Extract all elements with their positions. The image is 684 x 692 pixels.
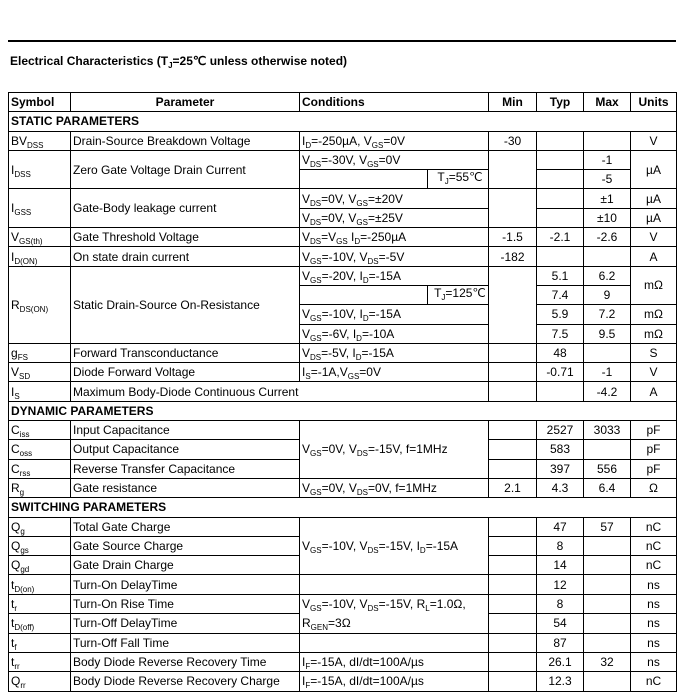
min-cell: -30 xyxy=(489,131,537,150)
symbol-cell: $t_r$ xyxy=(9,594,71,614)
electrical-characteristics-table xyxy=(8,92,677,692)
symbol-cell: $Q_{rr}$ xyxy=(9,672,71,691)
min-cell xyxy=(489,440,537,459)
parameter-cell: Gate-Body leakage current xyxy=(71,189,300,228)
min-cell: 2.1 xyxy=(489,478,537,497)
min-cell xyxy=(489,594,537,614)
col-min: Min xyxy=(489,93,537,112)
max-cell: 9 xyxy=(584,285,631,304)
condition-cell: $V_{GS}=0V$, $V_{DS}=0V$, f=1MHz xyxy=(300,478,489,497)
max-cell: -2.6 xyxy=(584,228,631,247)
unit-cell: nC xyxy=(631,556,677,575)
condition-cell xyxy=(300,285,489,304)
max-cell: 6.4 xyxy=(584,478,631,497)
symbol-cell: $t_f$ xyxy=(9,633,71,652)
typ-cell: 7.4 xyxy=(537,285,584,304)
max-cell: 6.2 xyxy=(584,266,631,285)
col-units: Units xyxy=(631,93,677,112)
typ-cell: 7.5 xyxy=(537,324,584,343)
col-parameter: Parameter xyxy=(71,93,300,112)
symbol-cell: $V_{SD}$ xyxy=(9,363,71,382)
typ-cell: 47 xyxy=(537,517,584,536)
max-cell: 7.2 xyxy=(584,305,631,324)
parameter-cell: Total Gate Charge xyxy=(71,517,300,536)
typ-cell xyxy=(537,131,584,150)
parameter-cell: Input Capacitance xyxy=(71,421,300,440)
max-cell xyxy=(584,247,631,266)
max-cell xyxy=(584,594,631,614)
max-cell: 57 xyxy=(584,517,631,536)
unit-cell: ns xyxy=(631,633,677,652)
condition-cell: $V_{GS}=-10V$, $I_D=-15A$ xyxy=(300,305,489,324)
table-row xyxy=(9,266,677,285)
section-static: STATIC PARAMETERS xyxy=(9,112,677,131)
symbol-cell: $I_{D(ON)}$ xyxy=(9,247,71,266)
section-switching: SWITCHING PARAMETERS xyxy=(9,498,677,517)
typ-cell: 2527 xyxy=(537,421,584,440)
col-typ: Typ xyxy=(537,93,584,112)
unit-cell: µA xyxy=(631,208,677,227)
parameter-cell: Gate Drain Charge xyxy=(71,556,300,575)
condition-cell: $V_{DS}=-30V$, $V_{GS}=0V$ xyxy=(300,150,489,169)
tj-condition: $T_J=55℃$ xyxy=(427,170,488,188)
typ-cell: 397 xyxy=(537,459,584,478)
typ-cell: 48 xyxy=(537,343,584,362)
min-cell xyxy=(489,266,537,343)
parameter-cell: Gate Threshold Voltage xyxy=(71,228,300,247)
parameter-cell: Turn-On DelayTime xyxy=(71,575,300,594)
min-cell xyxy=(489,150,537,189)
condition-cell: $V_{GS}=-10V$, $V_{DS}=-15V$, $I_D=-15A$ xyxy=(300,517,489,575)
parameter-cell: Reverse Transfer Capacitance xyxy=(71,459,300,478)
header-row xyxy=(9,93,677,112)
max-cell xyxy=(584,575,631,594)
parameter-cell: Turn-Off Fall Time xyxy=(71,633,300,652)
max-cell: -4.2 xyxy=(584,382,631,401)
symbol-cell: $I_{GSS}$ xyxy=(9,189,71,228)
section-dynamic: DYNAMIC PARAMETERS xyxy=(9,401,677,420)
max-cell: -1 xyxy=(584,150,631,169)
typ-cell xyxy=(537,170,584,189)
typ-cell xyxy=(537,382,584,401)
condition-cell: $V_{DS}=-5V$, $I_D=-15A$ xyxy=(300,343,489,362)
typ-cell: 14 xyxy=(537,556,584,575)
symbol-cell: $t_{D(on)}$ xyxy=(9,575,71,594)
typ-cell: 12 xyxy=(537,575,584,594)
max-cell: -1 xyxy=(584,363,631,382)
min-cell xyxy=(489,382,537,401)
min-cell xyxy=(489,536,537,555)
max-cell xyxy=(584,614,631,634)
min-cell xyxy=(489,421,537,440)
symbol-cell: $C_{iss}$ xyxy=(9,421,71,440)
parameter-cell: Gate Source Charge xyxy=(71,536,300,555)
unit-cell: V xyxy=(631,363,677,382)
symbol-cell: $I_S$ xyxy=(9,382,71,401)
condition-cell: $I_F=-15A$, dI/dt=100A/µs xyxy=(300,653,489,672)
table-row xyxy=(9,421,677,440)
max-cell: 9.5 xyxy=(584,324,631,343)
symbol-cell: $I_{DSS}$ xyxy=(9,150,71,189)
condition-cell: $I_F=-15A$, dI/dt=100A/µs xyxy=(300,672,489,691)
table-row xyxy=(9,131,677,150)
condition-cell: $V_{GS}=-6V$, $I_D=-10A$ xyxy=(300,324,489,343)
tj-condition: $T_J=125℃$ xyxy=(427,286,488,304)
typ-cell: 8 xyxy=(537,536,584,555)
symbol-cell: $Q_g$ xyxy=(9,517,71,536)
symbol-cell: $Q_{gd}$ xyxy=(9,556,71,575)
typ-cell: 5.1 xyxy=(537,266,584,285)
symbol-cell: $R_g$ xyxy=(9,478,71,497)
max-cell: 556 xyxy=(584,459,631,478)
max-cell xyxy=(584,131,631,150)
symbol-cell: $BV_{DSS}$ xyxy=(9,131,71,150)
min-cell xyxy=(489,343,537,362)
min-cell xyxy=(489,614,537,634)
max-cell: 32 xyxy=(584,653,631,672)
section-heading: Electrical Characteristics ($T_J=25℃$ unless otherwise noted) xyxy=(10,54,348,70)
symbol-cell: $g_{FS}$ xyxy=(9,343,71,362)
typ-cell: 12.3 xyxy=(537,672,584,691)
top-rule xyxy=(8,40,676,42)
min-cell xyxy=(489,672,537,691)
parameter-cell: Turn-On Rise Time xyxy=(71,594,300,614)
symbol-cell: $Q_{gs}$ xyxy=(9,536,71,555)
unit-cell: pF xyxy=(631,440,677,459)
typ-cell: 4.3 xyxy=(537,478,584,497)
table-row xyxy=(9,653,677,672)
parameter-cell: Body Diode Reverse Recovery Charge xyxy=(71,672,300,691)
parameter-cell: Diode Forward Voltage xyxy=(71,363,300,382)
max-cell xyxy=(584,556,631,575)
max-cell xyxy=(584,672,631,691)
min-cell xyxy=(489,363,537,382)
condition-cell: $V_{DS}=0V$, $V_{GS}=\pm 25V$ xyxy=(300,208,489,227)
symbol-cell: $V_{GS(th)}$ xyxy=(9,228,71,247)
condition-cell xyxy=(300,170,489,189)
min-cell: -182 xyxy=(489,247,537,266)
typ-cell xyxy=(537,150,584,169)
parameter-cell: Drain-Source Breakdown Voltage xyxy=(71,131,300,150)
parameter-cell: Output Capacitance xyxy=(71,440,300,459)
min-cell xyxy=(489,189,537,228)
typ-cell: 87 xyxy=(537,633,584,652)
unit-cell: ns xyxy=(631,575,677,594)
typ-cell xyxy=(537,208,584,227)
max-cell xyxy=(584,633,631,652)
condition-cell: $I_S=-1A,V_{GS}=0V$ xyxy=(300,363,489,382)
symbol-cell: $t_{rr}$ xyxy=(9,653,71,672)
condition-cell: $V_{DS}=0V$, $V_{GS}=\pm 20V$ xyxy=(300,189,489,208)
table-row xyxy=(9,575,677,594)
parameter-cell: Body Diode Reverse Recovery Time xyxy=(71,653,300,672)
unit-cell: ns xyxy=(631,594,677,614)
table-row xyxy=(9,228,677,247)
unit-cell: pF xyxy=(631,459,677,478)
min-cell xyxy=(489,459,537,478)
typ-cell: 26.1 xyxy=(537,653,584,672)
unit-cell: S xyxy=(631,343,677,362)
typ-cell: 54 xyxy=(537,614,584,634)
parameter-cell: Forward Transconductance xyxy=(71,343,300,362)
unit-cell: A xyxy=(631,247,677,266)
table-row xyxy=(9,594,677,614)
typ-cell: 5.9 xyxy=(537,305,584,324)
unit-cell: mΩ xyxy=(631,324,677,343)
parameter-cell: Turn-Off DelayTime xyxy=(71,614,300,634)
max-cell xyxy=(584,440,631,459)
min-cell xyxy=(489,575,537,594)
max-cell xyxy=(584,343,631,362)
unit-cell: pF xyxy=(631,421,677,440)
condition-cell: $V_{GS}=0V$, $V_{DS}=-15V$, f=1MHz xyxy=(300,421,489,479)
col-max: Max xyxy=(584,93,631,112)
max-cell: -5 xyxy=(584,170,631,189)
typ-cell: 8 xyxy=(537,594,584,614)
col-conditions: Conditions xyxy=(300,93,489,112)
typ-cell xyxy=(537,247,584,266)
table-row xyxy=(9,633,677,652)
table-row xyxy=(9,189,677,208)
condition-cell: $I_D=-250\mu A$, $V_{GS}=0V$ xyxy=(300,131,489,150)
condition-cell: $V_{GS}=-10V$, $V_{DS}=-5V$ xyxy=(300,247,489,266)
table-row xyxy=(9,672,677,691)
min-cell xyxy=(489,653,537,672)
unit-cell: µA xyxy=(631,150,677,189)
unit-cell: ns xyxy=(631,653,677,672)
table-row xyxy=(9,363,677,382)
table-row xyxy=(9,382,677,401)
condition-cell: $V_{DS}=V_{GS}$ $I_D=-250\mu A$ xyxy=(300,228,489,247)
unit-cell: nC xyxy=(631,536,677,555)
typ-cell: -0.71 xyxy=(537,363,584,382)
symbol-cell: $R_{DS(ON)}$ xyxy=(9,266,71,343)
table-row xyxy=(9,343,677,362)
table-row xyxy=(9,517,677,536)
unit-cell: V xyxy=(631,131,677,150)
unit-cell: nC xyxy=(631,517,677,536)
table-row xyxy=(9,150,677,169)
typ-cell: -2.1 xyxy=(537,228,584,247)
typ-cell: 583 xyxy=(537,440,584,459)
max-cell: 3033 xyxy=(584,421,631,440)
max-cell: ±10 xyxy=(584,208,631,227)
condition-cell xyxy=(300,575,489,594)
table-row xyxy=(9,478,677,497)
condition-cell xyxy=(300,633,489,652)
parameter-cell: On state drain current xyxy=(71,247,300,266)
parameter-cell: Gate resistance xyxy=(71,478,300,497)
max-cell: ±1 xyxy=(584,189,631,208)
unit-cell: mΩ xyxy=(631,305,677,324)
symbol-cell: $t_{D(off)}$ xyxy=(9,614,71,634)
col-symbol: Symbol xyxy=(9,93,71,112)
min-cell xyxy=(489,517,537,536)
unit-cell: nC xyxy=(631,672,677,691)
unit-cell: mΩ xyxy=(631,266,677,305)
unit-cell: µA xyxy=(631,189,677,208)
min-cell xyxy=(489,633,537,652)
parameter-cell: Maximum Body-Diode Continuous Current xyxy=(71,382,489,401)
min-cell xyxy=(489,556,537,575)
min-cell: -1.5 xyxy=(489,228,537,247)
parameter-cell: Zero Gate Voltage Drain Current xyxy=(71,150,300,189)
symbol-cell: $C_{oss}$ xyxy=(9,440,71,459)
condition-cell: $V_{GS}=-10V$, $V_{DS}=-15V$, $R_L=1.0\Omega$, $R_{GEN}=3\Omega$ xyxy=(300,594,489,633)
typ-cell xyxy=(537,189,584,208)
unit-cell: A xyxy=(631,382,677,401)
unit-cell: V xyxy=(631,228,677,247)
condition-cell: $V_{GS}=-20V$, $I_D=-15A$ xyxy=(300,266,489,285)
parameter-cell: Static Drain-Source On-Resistance xyxy=(71,266,300,343)
symbol-cell: $C_{rss}$ xyxy=(9,459,71,478)
max-cell xyxy=(584,536,631,555)
unit-cell: ns xyxy=(631,614,677,634)
table-row xyxy=(9,247,677,266)
unit-cell: Ω xyxy=(631,478,677,497)
